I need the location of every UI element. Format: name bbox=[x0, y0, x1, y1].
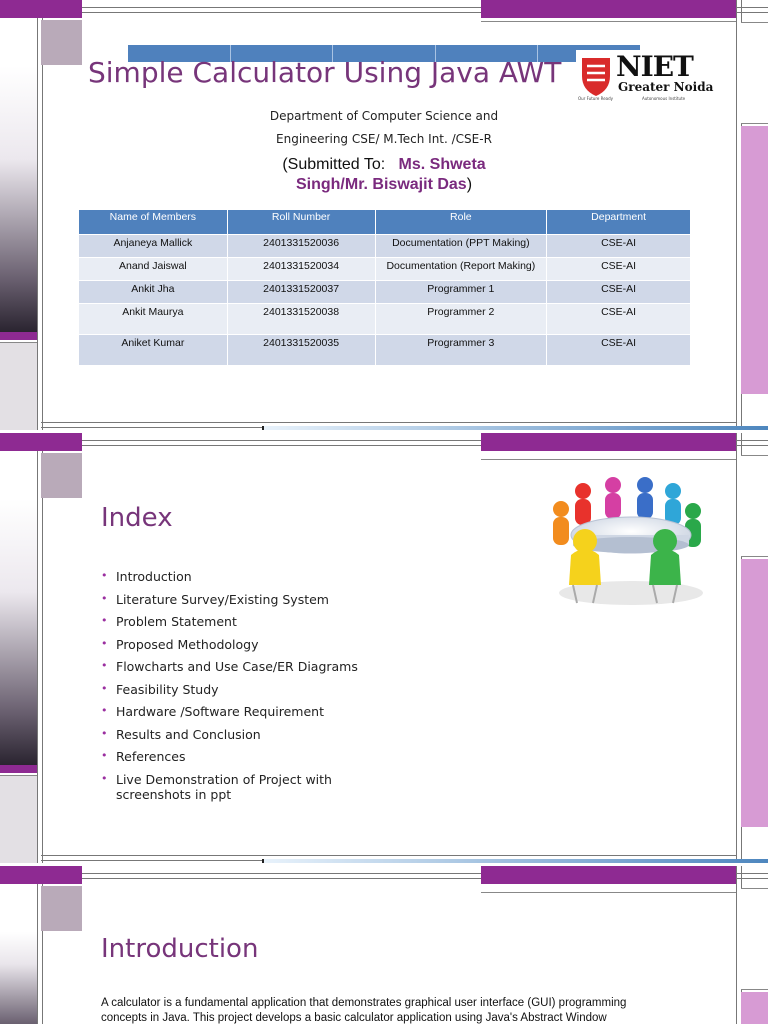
list-item: • Results and Conclusion bbox=[101, 727, 361, 742]
top-frame-line bbox=[481, 884, 736, 893]
list-item: • References bbox=[101, 749, 361, 764]
cell-roll: 2401331520034 bbox=[227, 258, 375, 281]
left-grey-block bbox=[41, 20, 82, 65]
slide-index bbox=[0, 433, 768, 863]
left-grey-block bbox=[41, 886, 82, 931]
top-frame-line bbox=[481, 18, 736, 22]
slide-title-text: Simple Calculator Using Java AWT bbox=[88, 56, 562, 89]
team-meeting-illustration bbox=[543, 473, 713, 613]
top-accent-right bbox=[481, 866, 736, 884]
introduction-body: A calculator is a fundamental application that demonstrates graphical user interface (GUI) programming concepts in Java. This project develops a basic calculator application using Java's Abstract Window bbox=[101, 997, 627, 1024]
submitted-to-line-2 bbox=[0, 176, 768, 194]
left-grey-block bbox=[41, 453, 82, 498]
left-purple-tick bbox=[0, 765, 37, 773]
top-accent-right bbox=[481, 433, 736, 451]
slide-title bbox=[0, 0, 768, 430]
top-accent-left bbox=[0, 0, 82, 18]
col-header-department: Department bbox=[547, 210, 691, 235]
left-gradient-bar bbox=[0, 66, 37, 332]
col-header-role: Role bbox=[375, 210, 547, 235]
logo-tagline-right: Autonomous Institute bbox=[642, 96, 686, 101]
members-table bbox=[78, 209, 691, 366]
submitted-name-1: Ms. Shweta bbox=[398, 156, 486, 173]
right-pink-block bbox=[741, 992, 768, 1024]
list-item: • Problem Statement bbox=[101, 614, 361, 629]
left-gradient-bar bbox=[0, 932, 37, 1024]
cell-roll: 2401331520036 bbox=[227, 235, 375, 258]
submitted-close: ) bbox=[466, 176, 473, 193]
list-item: • Literature Survey/Existing System bbox=[101, 592, 361, 607]
logo-tagline-left: Our Future Ready bbox=[578, 96, 614, 101]
cell-name: Ankit Maurya bbox=[79, 304, 228, 335]
list-item: • Introduction bbox=[101, 569, 361, 584]
table-row bbox=[79, 281, 691, 304]
list-item: • Live Demonstration of Project with screenshots in ppt bbox=[101, 772, 336, 802]
table-header-row bbox=[79, 210, 691, 235]
index-title: Index bbox=[101, 503, 173, 533]
left-rule bbox=[37, 18, 43, 430]
shield-logo-icon bbox=[578, 54, 614, 98]
left-purple-tick bbox=[0, 332, 37, 340]
department-line-1: Department of Computer Science and bbox=[269, 109, 499, 123]
cell-roll: 2401331520037 bbox=[227, 281, 375, 304]
list-item: • Proposed Methodology bbox=[101, 637, 361, 652]
right-top-box bbox=[741, 455, 768, 557]
logo-name: NIET bbox=[616, 50, 693, 83]
cell-department: CSE-AI bbox=[547, 258, 691, 281]
introduction-title: Introduction bbox=[101, 934, 259, 964]
list-item: • Flowcharts and Use Case/ER Diagrams bbox=[101, 659, 361, 674]
cell-department: CSE-AI bbox=[547, 235, 691, 258]
index-list bbox=[101, 569, 361, 809]
left-gradient-bar bbox=[0, 499, 37, 765]
submitted-name-2: Singh/Mr. Biswajit Das bbox=[295, 176, 467, 193]
bottom-blue-bar bbox=[262, 859, 768, 863]
cell-role: Programmer 1 bbox=[375, 281, 547, 304]
cell-department: CSE-AI bbox=[547, 281, 691, 304]
cell-role: Documentation (PPT Making) bbox=[375, 235, 547, 258]
col-header-name: Name of Members bbox=[79, 210, 228, 235]
list-item: • Feasibility Study bbox=[101, 682, 361, 697]
cell-role: Documentation (Report Making) bbox=[375, 258, 547, 281]
top-accent-right bbox=[481, 0, 736, 18]
table-row bbox=[79, 304, 691, 335]
submitted-to-line-1 bbox=[0, 156, 768, 174]
slide-introduction bbox=[0, 866, 768, 1024]
cell-roll: 2401331520038 bbox=[227, 304, 375, 335]
top-accent-left bbox=[0, 866, 82, 884]
department-line-2: Engineering CSE/ M.Tech Int. /CSE-R bbox=[276, 132, 492, 146]
top-frame-line bbox=[481, 451, 736, 460]
niet-logo bbox=[576, 50, 714, 106]
cell-name: Aniket Kumar bbox=[79, 335, 228, 366]
top-accent-left bbox=[0, 433, 82, 451]
cell-role: Programmer 3 bbox=[375, 335, 547, 366]
submitted-prefix: (Submitted To: bbox=[282, 156, 386, 173]
logo-subtitle: Greater Noida bbox=[618, 80, 714, 94]
col-header-roll: Roll Number bbox=[227, 210, 375, 235]
cell-department: CSE-AI bbox=[547, 304, 691, 335]
left-grey-box bbox=[0, 342, 37, 430]
cell-name: Ankit Jha bbox=[79, 281, 228, 304]
table-row bbox=[79, 258, 691, 281]
table-row bbox=[79, 235, 691, 258]
bottom-blue-bar bbox=[262, 426, 768, 430]
cell-name: Anjaneya Mallick bbox=[79, 235, 228, 258]
cell-name: Anand Jaiswal bbox=[79, 258, 228, 281]
right-top-box bbox=[741, 888, 768, 990]
cell-role: Programmer 2 bbox=[375, 304, 547, 335]
left-grey-box bbox=[0, 775, 37, 863]
list-item: • Hardware /Software Requirement bbox=[101, 704, 361, 719]
right-pink-block bbox=[741, 559, 768, 827]
table-row bbox=[79, 335, 691, 366]
cell-roll: 2401331520035 bbox=[227, 335, 375, 366]
cell-department: CSE-AI bbox=[547, 335, 691, 366]
left-rule bbox=[37, 451, 43, 863]
